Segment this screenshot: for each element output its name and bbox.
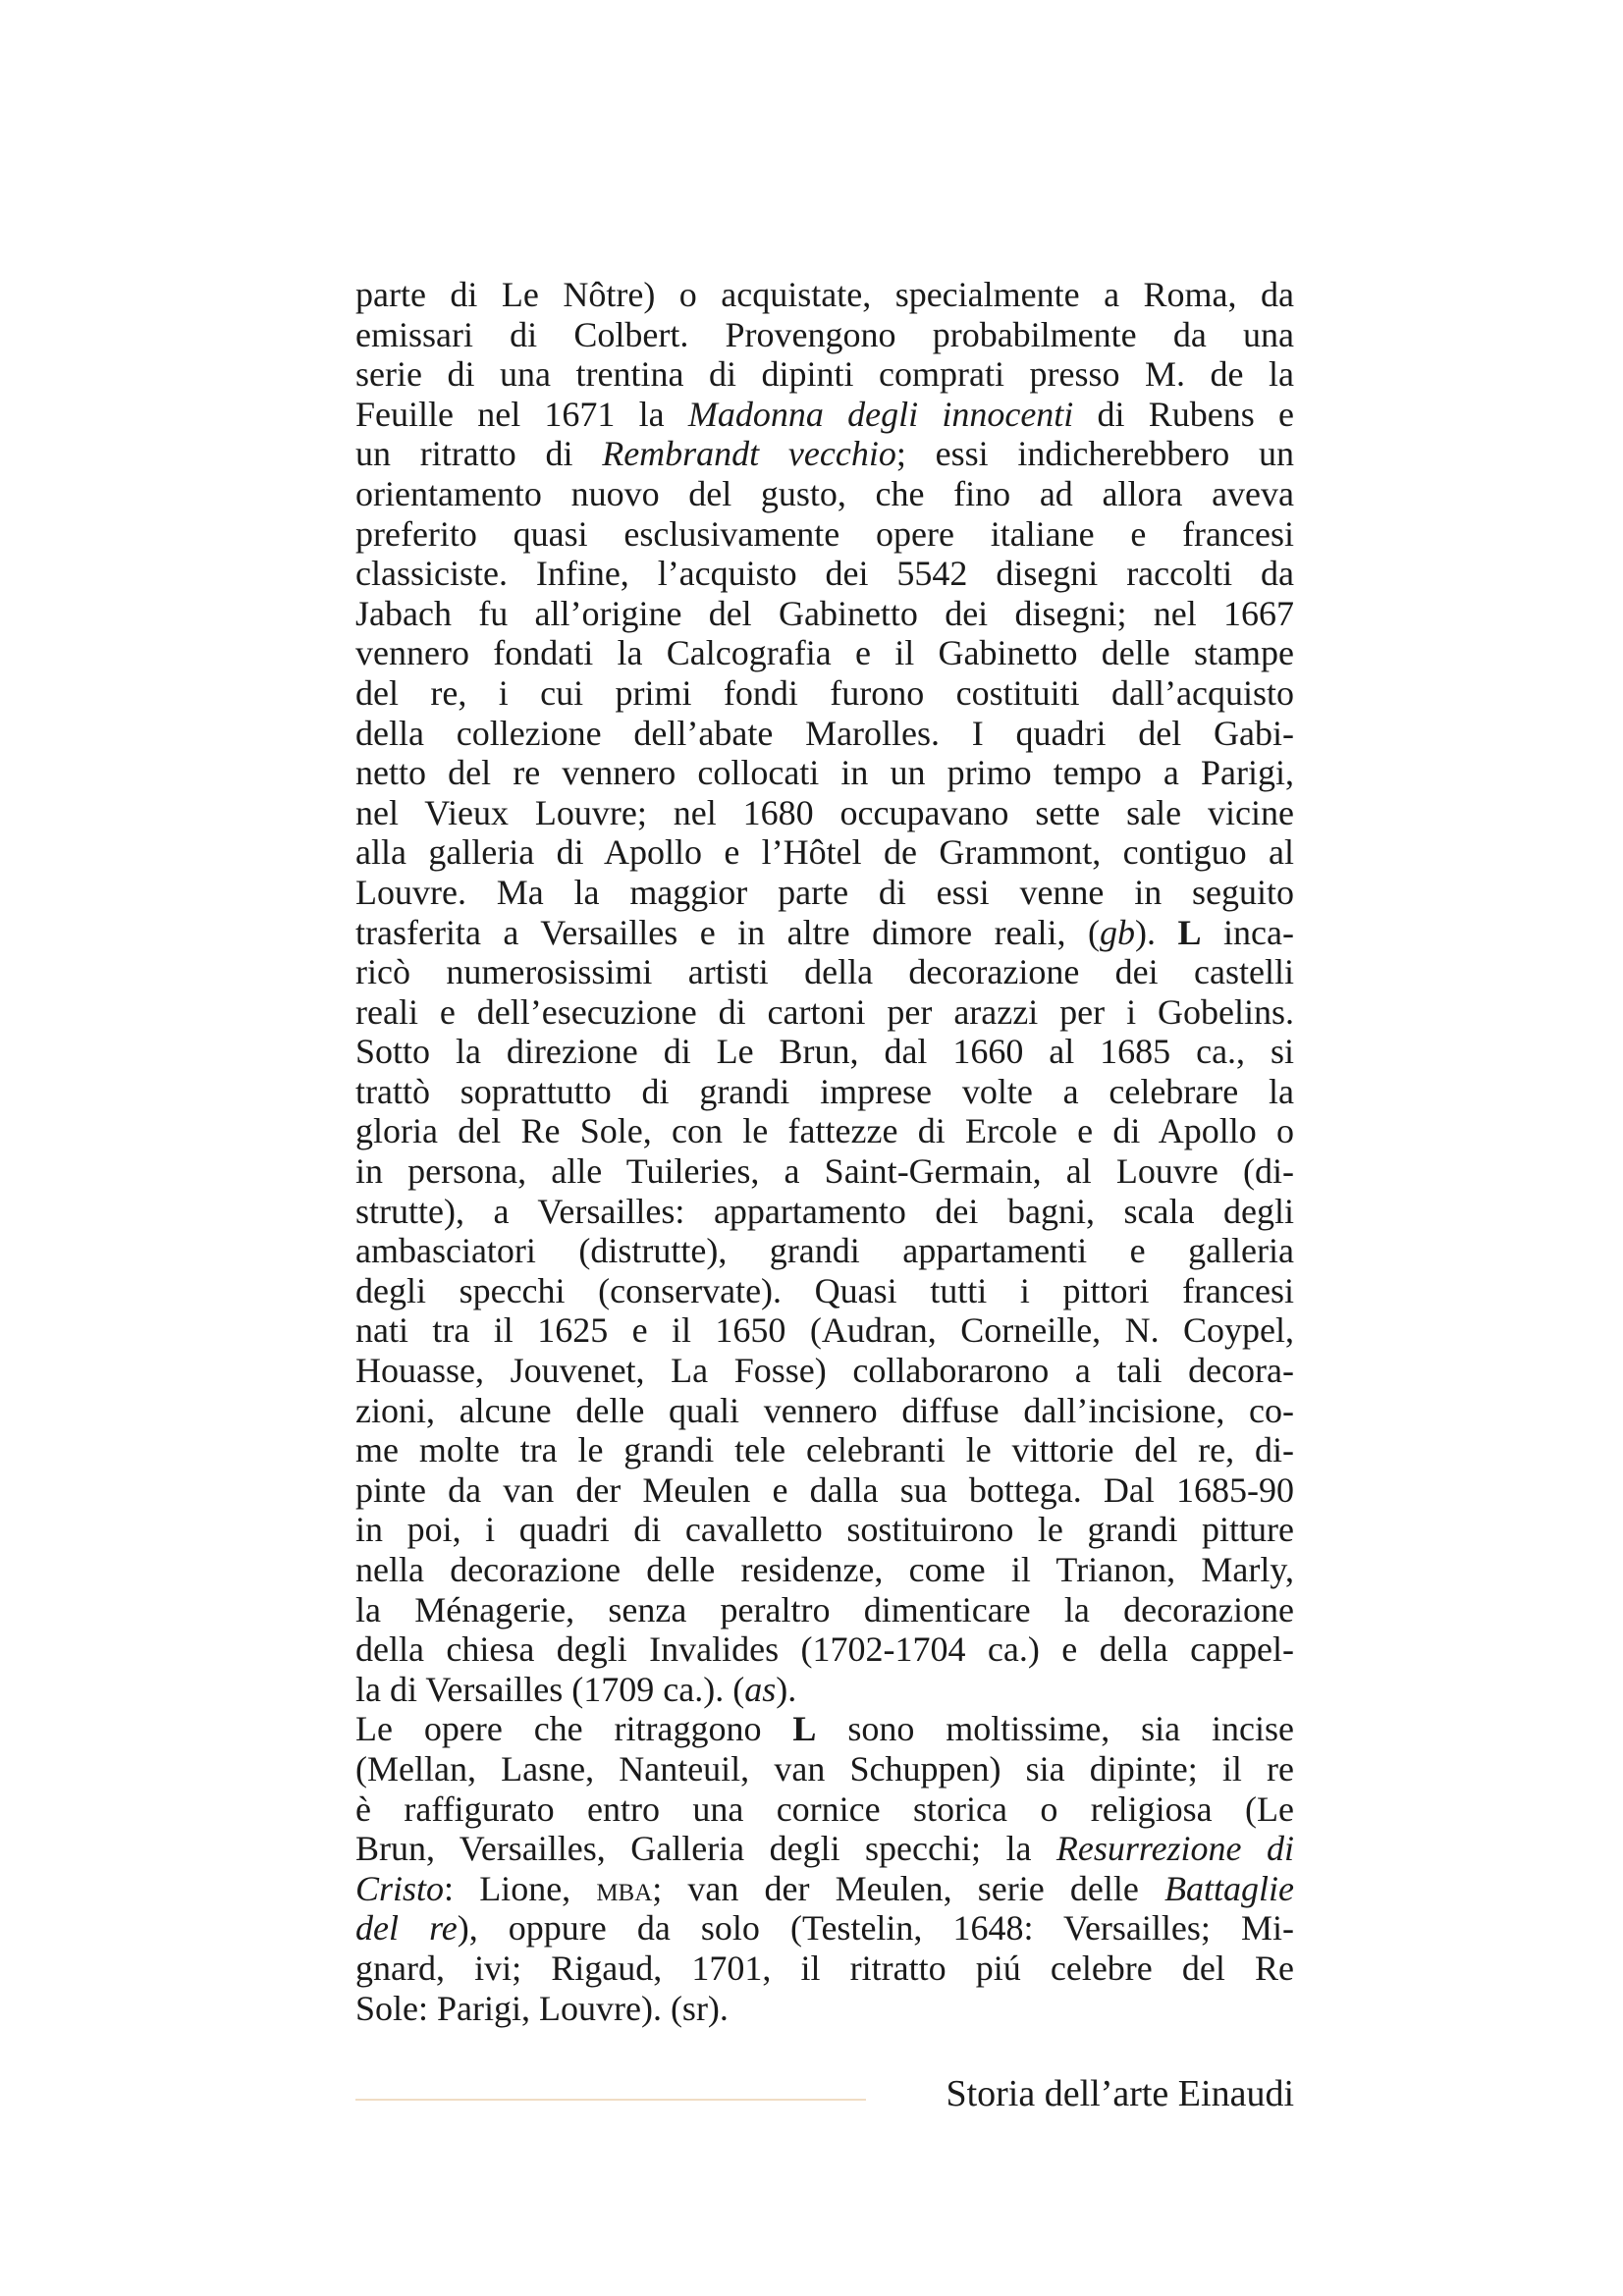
text-line: Sole: Parigi, Louvre). (sr). [355, 1988, 729, 2028]
artwork-title: Battaglie [1164, 1868, 1294, 1908]
footer-title: Storia dell’arte Einaudi [946, 2073, 1294, 2114]
text-line: la di Versailles (1709 ca.). (as). [355, 1669, 797, 1709]
text-line: Sotto la direzione di Le Brun, dal 1660 al 1685 ca., si [355, 1032, 1294, 1072]
text-line: emissari di Colbert. Provengono probabilmente da una [355, 314, 1294, 354]
artwork-title: Resurrezione di [1055, 1829, 1294, 1869]
text-line: nel Vieux Louvre; nel 1680 occupavano sette sale vicine [355, 792, 1294, 832]
text-line: reali e dell’esecuzione di cartoni per arazzi per i Gobelins. [355, 991, 1294, 1032]
text-line: degli specchi (conservate). Quasi tutti i pittori francesi [355, 1270, 1294, 1310]
text-line: netto del re vennero collocati in un primo tempo a Parigi, [355, 753, 1294, 793]
text-line: ambasciatori (distrutte), grandi appartamenti e galleria [355, 1231, 1294, 1271]
text-line: nella decorazione delle residenze, come il Trianon, Marly, [355, 1550, 1294, 1589]
text-line: Feuille nel 1671 la Madonna degli innocenti di Rubens e [355, 394, 1294, 434]
text-line: classiciste. Infine, l’acquisto dei 5542 disegni raccolti da [355, 554, 1294, 594]
text-line: orientamento nuovo del gusto, che fino ad allora aveva [355, 473, 1294, 513]
text-line: Louvre. Ma la maggior parte di essi venne in seguito [355, 872, 1294, 912]
text-line: in persona, alle Tuileries, a Saint-Germain, al Louvre (di- [355, 1151, 1294, 1192]
artwork-title: Madonna degli innocenti [687, 394, 1074, 434]
text-line: un ritratto di Rembrandt vecchio; essi indicherebbero un [355, 434, 1294, 474]
text-line: in poi, i quadri di cavalletto sostituirono le grandi pitture [355, 1510, 1294, 1550]
entry-abbreviation: L [792, 1709, 817, 1749]
text-line: serie di una trentina di dipinti comprati presso M. de la [355, 354, 1294, 395]
artwork-title: Cristo [355, 1868, 445, 1908]
text-line: vennero fondati la Calcografia e il Gabinetto delle stampe [355, 633, 1294, 673]
text-line: del re), oppure da solo (Testelin, 1648: Versailles; Mi- [355, 1908, 1294, 1949]
museum-abbreviation: mba [596, 1868, 653, 1908]
text-line: della collezione dell’abate Marolles. I quadri del Gabi- [355, 713, 1294, 753]
text-line: Le opere che ritraggono L sono moltissime, sia incise [355, 1709, 1294, 1749]
text-line: parte di Le Nôtre) o acquistate, specialmente a Roma, da [355, 275, 1294, 314]
text-line: è raffigurato entro una cornice storica o religiosa (Le [355, 1789, 1294, 1829]
artwork-title: del re [355, 1908, 458, 1949]
text-line: gloria del Re Sole, con le fattezze di Ercole e di Apollo o [355, 1111, 1294, 1151]
text-line: Houasse, Jouvenet, La Fosse) collaborarono a tali decora- [355, 1351, 1294, 1391]
entry-abbreviation: L [1177, 912, 1202, 952]
text-line: Cristo: Lione, mba; van der Meulen, serie delle Battaglie [355, 1868, 1294, 1908]
text-line: preferito quasi esclusivamente opere italiane e francesi [355, 513, 1294, 554]
text-line: Brun, Versailles, Galleria degli specchi; la Resurrezione di [355, 1829, 1294, 1869]
text-line: zioni, alcune delle quali vennero diffuse dall’incisione, co- [355, 1390, 1294, 1430]
text-line: Jabach fu all’origine del Gabinetto dei disegni; nel 1667 [355, 593, 1294, 633]
text-line: (Mellan, Lasne, Nanteuil, van Schuppen) sia dipinte; il re [355, 1748, 1294, 1789]
text-line: ricò numerosissimi artisti della decorazione dei castelli [355, 952, 1294, 992]
text-line: trasferita a Versailles e in altre dimore reali, (gb). L inca- [355, 912, 1294, 952]
text-line: strutte), a Versailles: appartamento dei bagni, scala degli [355, 1191, 1294, 1231]
text-line: della chiesa degli Invalides (1702-1704 ca.) e della cappel- [355, 1629, 1294, 1670]
author-initials: gb [1100, 912, 1136, 952]
text-line: nati tra il 1625 e il 1650 (Audran, Corneille, N. Coypel, [355, 1310, 1294, 1351]
artwork-title: Rembrandt vecchio [602, 434, 896, 474]
text-line: trattò soprattutto di grandi imprese volte a celebrare la [355, 1071, 1294, 1111]
text-line: me molte tra le grandi tele celebranti le vittorie del re, di- [355, 1430, 1294, 1470]
text-line: pinte da van der Meulen e dalla sua bottega. Dal 1685-90 [355, 1469, 1294, 1510]
text-line: del re, i cui primi fondi furono costituiti dall’acquisto [355, 672, 1294, 713]
page-body [355, 275, 1294, 2028]
text-line: alla galleria di Apollo e l’Hôtel de Grammont, contiguo al [355, 832, 1294, 873]
page-footer [355, 2069, 1294, 2118]
text-line: gnard, ivi; Rigaud, 1701, il ritratto piú celebre del Re [355, 1948, 1294, 1988]
text-line: la Ménagerie, senza peraltro dimenticare la decorazione [355, 1589, 1294, 1629]
author-initials: as [744, 1669, 777, 1709]
footer-rule [355, 2099, 866, 2101]
